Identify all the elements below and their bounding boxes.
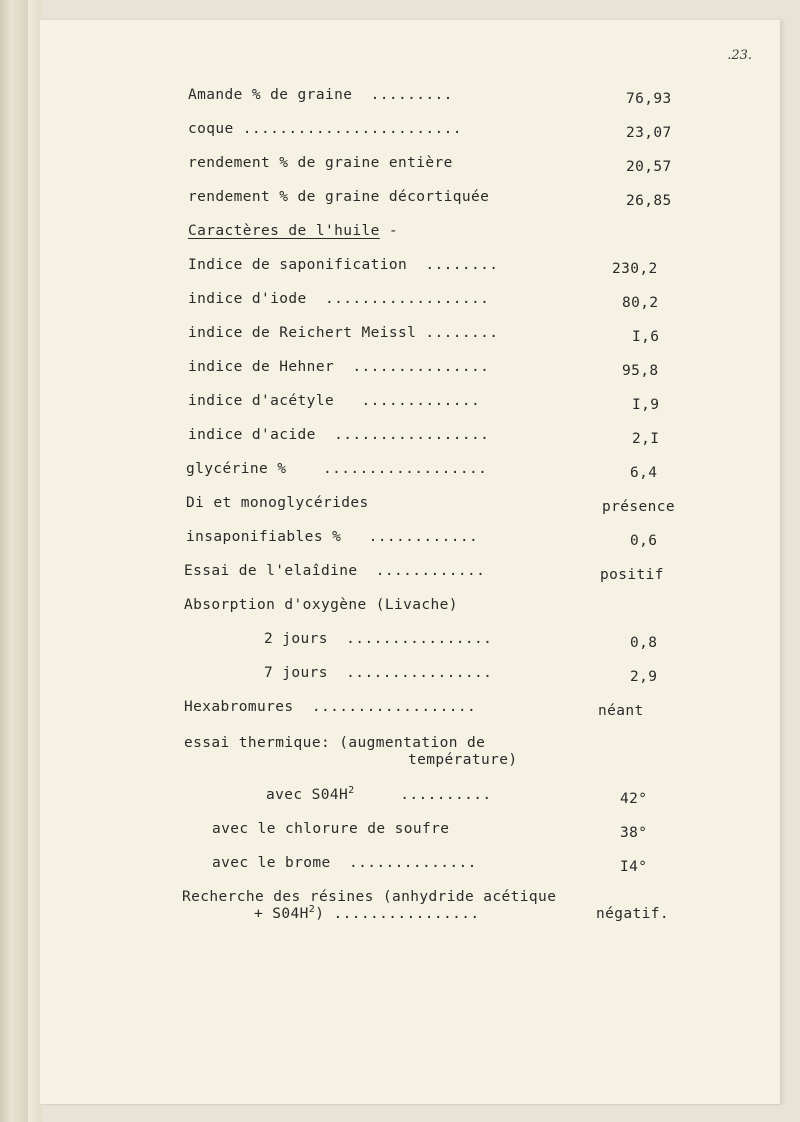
row-resines-label: Recherche des résines (anhydride acétique [182, 889, 557, 905]
row-elaidine-label: Essai de l'elaîdine ............ [184, 563, 486, 579]
section-heading: Caractères de l'huile - [188, 223, 398, 239]
row-insaponifiables-label: insaponifiables % ............ [186, 529, 479, 545]
row-elaidine-value: positif [600, 567, 664, 583]
row-resines-value: négatif. [596, 906, 670, 922]
row-brome-label: avec le brome .............. [212, 855, 477, 871]
row-s04h2-value: 42° [620, 791, 648, 807]
row-hehner-value: 95,8 [622, 363, 659, 379]
row-amande-value: 76,93 [626, 91, 672, 107]
row-essai-thermique-label-cont: température) [408, 752, 518, 768]
row-hexabromures-value: néant [598, 703, 644, 719]
row-reichert-label: indice de Reichert Meissl ........ [188, 325, 499, 341]
row-iode-label: indice d'iode .................. [188, 291, 490, 307]
row-insaponifiables-value: 0,6 [630, 533, 658, 549]
row-hexabromures-label: Hexabromures .................. [184, 699, 477, 715]
book-binding [0, 0, 29, 1122]
row-saponification-value: 230,2 [612, 261, 658, 277]
row-chlorure-label: avec le chlorure de soufre [212, 821, 450, 837]
row-essai-thermique-label: essai thermique: (augmentation de [184, 735, 486, 751]
row-iode-value: 80,2 [622, 295, 659, 311]
row-rendement-entiere-value: 20,57 [626, 159, 672, 175]
row-brome-value: I4° [620, 859, 648, 875]
row-2-jours-value: 0,8 [630, 635, 658, 651]
row-acide-value: 2,I [632, 431, 660, 447]
row-resines-label-cont: + $S04H^2$) ................ [254, 904, 480, 922]
row-glycerine-label: glycérine % .................. [186, 461, 488, 477]
row-acetyle-value: I,9 [632, 397, 660, 413]
row-rendement-decortiquee-label: rendement % de graine décortiquée [188, 189, 490, 205]
row-coque-label: coque ........................ [188, 121, 462, 137]
row-coque-value: 23,07 [626, 125, 672, 141]
page-number: .23. [727, 48, 752, 63]
row-rendement-decortiquee-value: 26,85 [626, 193, 672, 209]
row-rendement-entiere-label: rendement % de graine entière [188, 155, 453, 171]
typed-page [40, 20, 780, 1104]
row-absorption-label: Absorption d'oxygène (Livache) [184, 597, 458, 613]
row-glycerine-value: 6,4 [630, 465, 658, 481]
row-7-jours-label: 7 jours ................ [264, 665, 493, 681]
row-s04h2-label: avec $S04H^2$ .......... [266, 785, 492, 803]
row-monoglycerides-value: présence [602, 499, 676, 515]
row-reichert-value: I,6 [632, 329, 660, 345]
row-2-jours-label: 2 jours ................ [264, 631, 493, 647]
row-acide-label: indice d'acide ................. [188, 427, 490, 443]
row-hehner-label: indice de Hehner ............... [188, 359, 490, 375]
row-monoglycerides-label: Di et monoglycérides [186, 495, 369, 511]
row-saponification-label: Indice de saponification ........ [188, 257, 499, 273]
row-7-jours-value: 2,9 [630, 669, 658, 685]
row-acetyle-label: indice d'acétyle ............. [188, 393, 481, 409]
row-amande-label: Amande % de graine ......... [188, 87, 453, 103]
row-chlorure-value: 38° [620, 825, 648, 841]
